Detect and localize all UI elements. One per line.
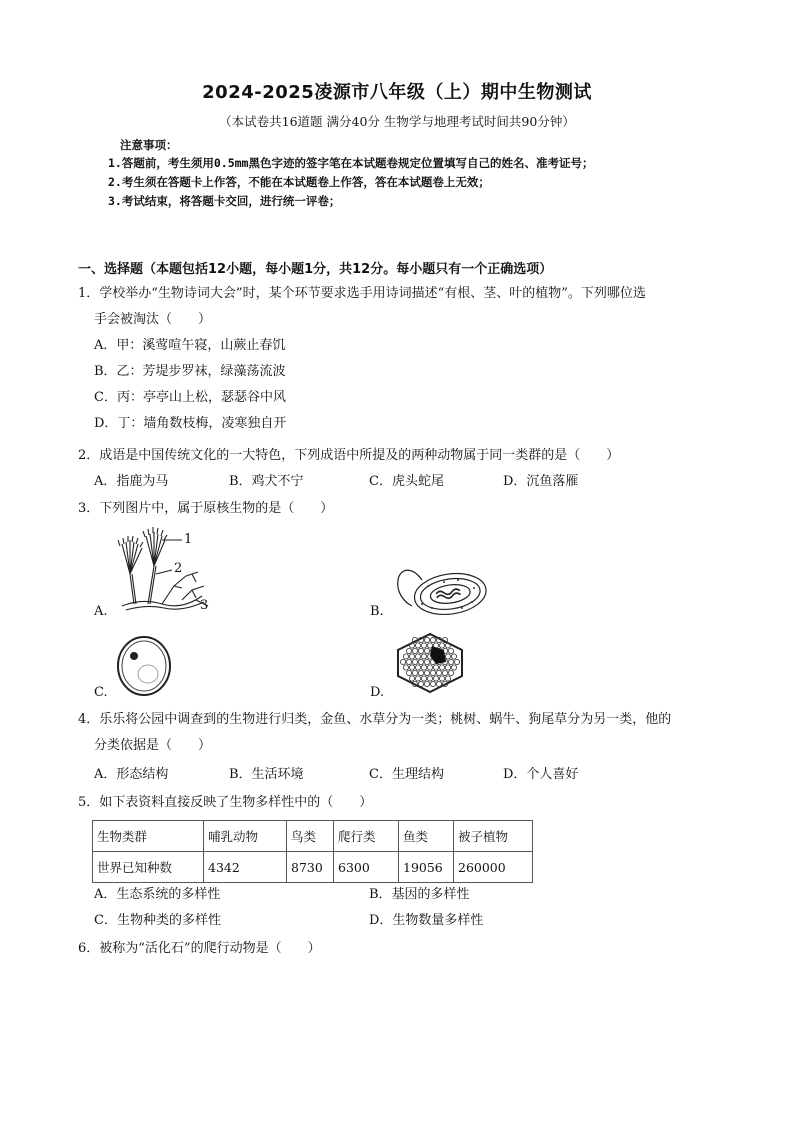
table-header-cell: 爬行类 <box>334 821 399 852</box>
table-header-cell: 鱼类 <box>399 821 454 852</box>
question-stem-continued: 分类依据是（ ） <box>94 738 212 753</box>
virus-figure <box>394 632 466 694</box>
question-stem: 4．乐乐将公园中调查到的生物进行归类，金鱼、水草分为一类；桃树、蜗牛、狗尾草分为另一类，他的 <box>78 712 672 727</box>
bacterium-figure <box>392 562 492 622</box>
figure-number-1: 1 <box>184 532 193 547</box>
option-d[interactable]: D．沉鱼落雁 <box>503 474 579 489</box>
table-cell: 19056 <box>399 852 454 883</box>
option-c[interactable]: C．生物种类的多样性 <box>94 913 221 928</box>
option-c[interactable]: C．虎头蛇尾 <box>369 474 444 489</box>
option-d[interactable]: D．生物数量多样性 <box>369 913 484 928</box>
option-b[interactable]: B．生活环境 <box>229 767 304 782</box>
table-cell: 260000 <box>454 852 533 883</box>
option-b[interactable]: B．基因的多样性 <box>369 887 470 902</box>
note-item: 1.答题前，考生须用0.5mm黑色字迹的签字笔在本试题卷规定位置填写自己的姓名、准考证号； <box>108 156 594 170</box>
option-d[interactable]: D．个人喜好 <box>503 767 579 782</box>
figure-number-3: 3 <box>200 598 209 613</box>
option-a[interactable]: A．生态系统的多样性 <box>94 887 221 902</box>
table-row <box>93 852 533 883</box>
question-3 <box>78 496 728 522</box>
notes-block <box>108 136 748 211</box>
figure-label-c[interactable]: C. <box>94 685 108 700</box>
question-stem: 5．如下表资料直接反映了生物多样性中的（ ） <box>78 795 373 810</box>
page-title: 2024-2025凌源市八年级（上）期中生物测试 <box>202 82 592 103</box>
table-cell: 6300 <box>334 852 399 883</box>
species-count-table <box>92 820 533 883</box>
table-cell: 世界已知种数 <box>93 852 204 883</box>
question-6 <box>78 936 728 962</box>
question-stem: 3．下列图片中，属于原核生物的是（ ） <box>78 501 334 516</box>
question-stem: 1．学校举办“生物诗词大会”时，某个环节要求选手用诗词描述“有根、茎、叶的植物”。下列哪位选 <box>78 286 646 301</box>
yeast-cell-figure <box>114 634 174 698</box>
figure-label-a[interactable]: A. <box>94 604 108 619</box>
question-5 <box>78 790 728 816</box>
table-cell: 8730 <box>287 852 334 883</box>
figure-label-b[interactable]: B. <box>370 604 384 619</box>
table-cell: 4342 <box>204 852 287 883</box>
question-stem: 6．被称为“活化石”的爬行动物是（ ） <box>78 941 321 956</box>
option-c[interactable]: C．生理结构 <box>369 767 444 782</box>
option-d[interactable]: D．丁：墙角数枝梅，凌寒独自开 <box>94 416 287 431</box>
option-a[interactable]: A．指鹿为马 <box>94 474 169 489</box>
table-header-cell: 被子植物 <box>454 821 533 852</box>
section-heading: 一、选择题（本题包括12小题，每小题1分，共12分。每小题只有一个正确选项） <box>78 262 553 277</box>
question-1 <box>78 281 728 437</box>
table-header-row <box>93 821 533 852</box>
question-4 <box>78 707 728 759</box>
figure-label-d[interactable]: D. <box>370 685 385 700</box>
table-header-cell: 哺乳动物 <box>204 821 287 852</box>
table-header-cell: 鸟类 <box>287 821 334 852</box>
option-c[interactable]: C．丙：亭亭山上松，瑟瑟谷中风 <box>94 390 286 405</box>
figure-number-2: 2 <box>174 561 183 576</box>
note-item: 3.考试结束，将答题卡交回，进行统一评卷； <box>108 194 341 208</box>
question-2 <box>78 443 728 469</box>
question-stem: 2．成语是中国传统文化的一大特色，下列成语中所提及的两种动物属于同一类群的是（ ） <box>78 448 620 463</box>
notes-heading: 注意事项： <box>120 138 178 152</box>
option-b[interactable]: B．乙：芳堤步罗袜，绿藻荡流波 <box>94 364 286 379</box>
note-item: 2.考生须在答题卡上作答，不能在本试题卷上作答，答在本试题卷上无效； <box>108 175 490 189</box>
page-subtitle: （本试卷共16道题 满分40分 生物学与地理考试时间共90分钟） <box>219 114 575 129</box>
question-stem-continued: 手会被淘汰（ ） <box>94 312 212 327</box>
option-a[interactable]: A．形态结构 <box>94 767 169 782</box>
table-header-cell: 生物类群 <box>93 821 204 852</box>
option-b[interactable]: B．鸡犬不宁 <box>229 474 304 489</box>
option-a[interactable]: A．甲：溪莺喧午寝，山蕨止春饥 <box>94 338 286 353</box>
